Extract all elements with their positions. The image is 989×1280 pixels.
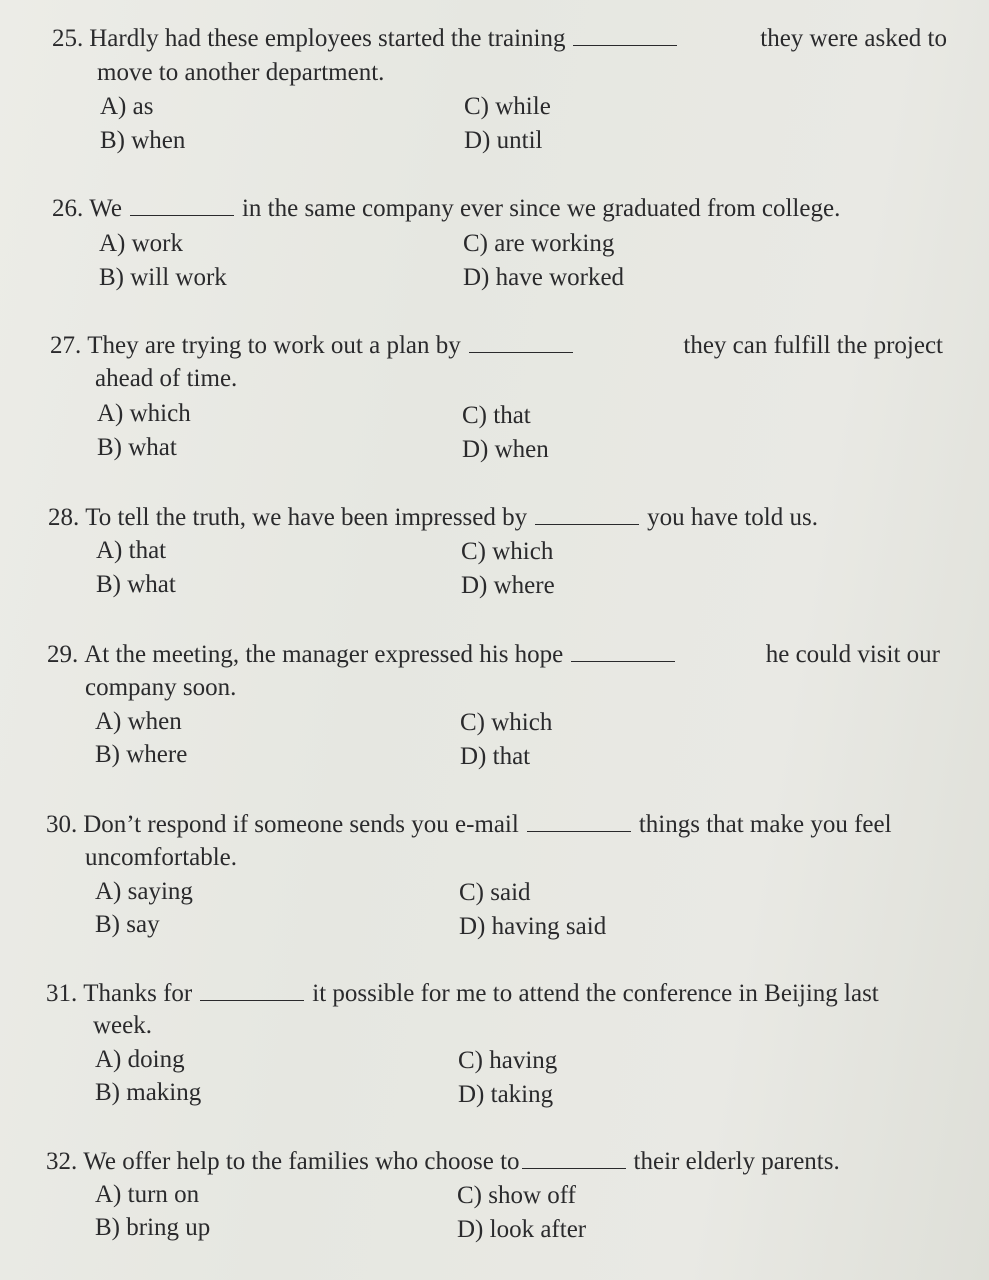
stem-before-blank: At the meeting, the manager expressed his hope [84,641,564,668]
option-d: D) until [464,127,543,154]
stem-after-blank: in the same company ever since we graduated from college. [241,195,841,222]
answer-blank [469,332,573,353]
question-stem [48,503,818,533]
question-stem [47,640,940,670]
option-d: D) that [460,743,531,770]
question-stem [46,1147,840,1177]
option-c: C) that [462,402,531,429]
option-c: C) while [464,93,551,120]
option-c: C) which [461,538,554,565]
question-stem [50,331,943,361]
question-number: 29. [47,641,79,668]
question-number: 25. [52,25,84,52]
question-number: 28. [48,504,80,531]
option-a: A) which [97,400,191,427]
question-number: 31. [46,980,78,1007]
option-b: B) what [96,571,176,598]
question-number: 30. [46,811,78,838]
option-b: B) say [95,911,160,938]
option-c: C) which [460,709,553,736]
question-stem [46,979,879,1009]
option-a: A) that [96,537,167,564]
option-a: A) as [100,93,154,120]
stem-continuation: week. [93,1012,152,1039]
question-stem [46,810,892,840]
stem-continuation: company soon. [85,674,237,701]
option-d: D) having said [459,913,607,940]
question-stem [52,194,840,224]
stem-after-blank: he could visit our [765,641,940,668]
option-a: A) when [95,708,182,735]
question-stem [52,24,947,54]
option-b: B) where [95,741,188,768]
option-c: C) show off [457,1182,576,1209]
option-c: C) having [458,1047,558,1074]
option-b: B) when [100,127,186,154]
stem-before-blank: We offer help to the families who choose to [83,1148,520,1175]
option-b: B) making [95,1079,202,1106]
stem-continuation: ahead of time. [95,365,238,392]
stem-continuation: uncomfortable. [85,844,238,871]
option-b: B) what [97,434,177,461]
stem-after-blank: they were asked to [760,25,947,52]
option-d: D) have worked [463,264,625,291]
question-number: 27. [50,332,82,359]
option-a: A) saying [95,878,193,905]
answer-blank [522,1148,626,1169]
stem-after-blank: it possible for me to attend the conference in Beijing last [312,980,879,1007]
option-b: B) bring up [95,1214,211,1241]
stem-after-blank: they can fulfill the project [683,332,943,359]
stem-after-blank: things that make you feel [638,811,892,838]
option-d: D) when [462,436,549,463]
stem-before-blank: We [89,195,122,222]
stem-before-blank: Don’t respond if someone sends you e-mail [83,811,519,838]
stem-before-blank: To tell the truth, we have been impressed by [85,504,528,531]
stem-before-blank: Hardly had these employees started the training [89,25,566,52]
question-number: 32. [46,1148,78,1175]
answer-blank [527,811,631,832]
option-d: D) where [461,572,555,599]
answer-blank [571,641,675,662]
option-b: B) will work [99,264,227,291]
option-a: A) work [99,230,184,257]
stem-after-blank: you have told us. [647,504,818,531]
answer-blank [573,25,677,46]
option-c: C) said [459,879,531,906]
stem-after-blank: their elderly parents. [633,1148,840,1175]
question-number: 26. [52,195,84,222]
answer-blank [535,504,639,525]
stem-continuation: move to another department. [97,59,385,86]
option-d: D) look after [457,1216,587,1243]
option-d: D) taking [458,1081,554,1108]
answer-blank [130,195,234,216]
option-a: A) doing [95,1046,185,1073]
answer-blank [200,980,304,1001]
stem-before-blank: They are trying to work out a plan by [87,332,461,359]
stem-before-blank: Thanks for [83,980,193,1007]
option-a: A) turn on [95,1181,200,1208]
option-c: C) are working [463,230,615,257]
